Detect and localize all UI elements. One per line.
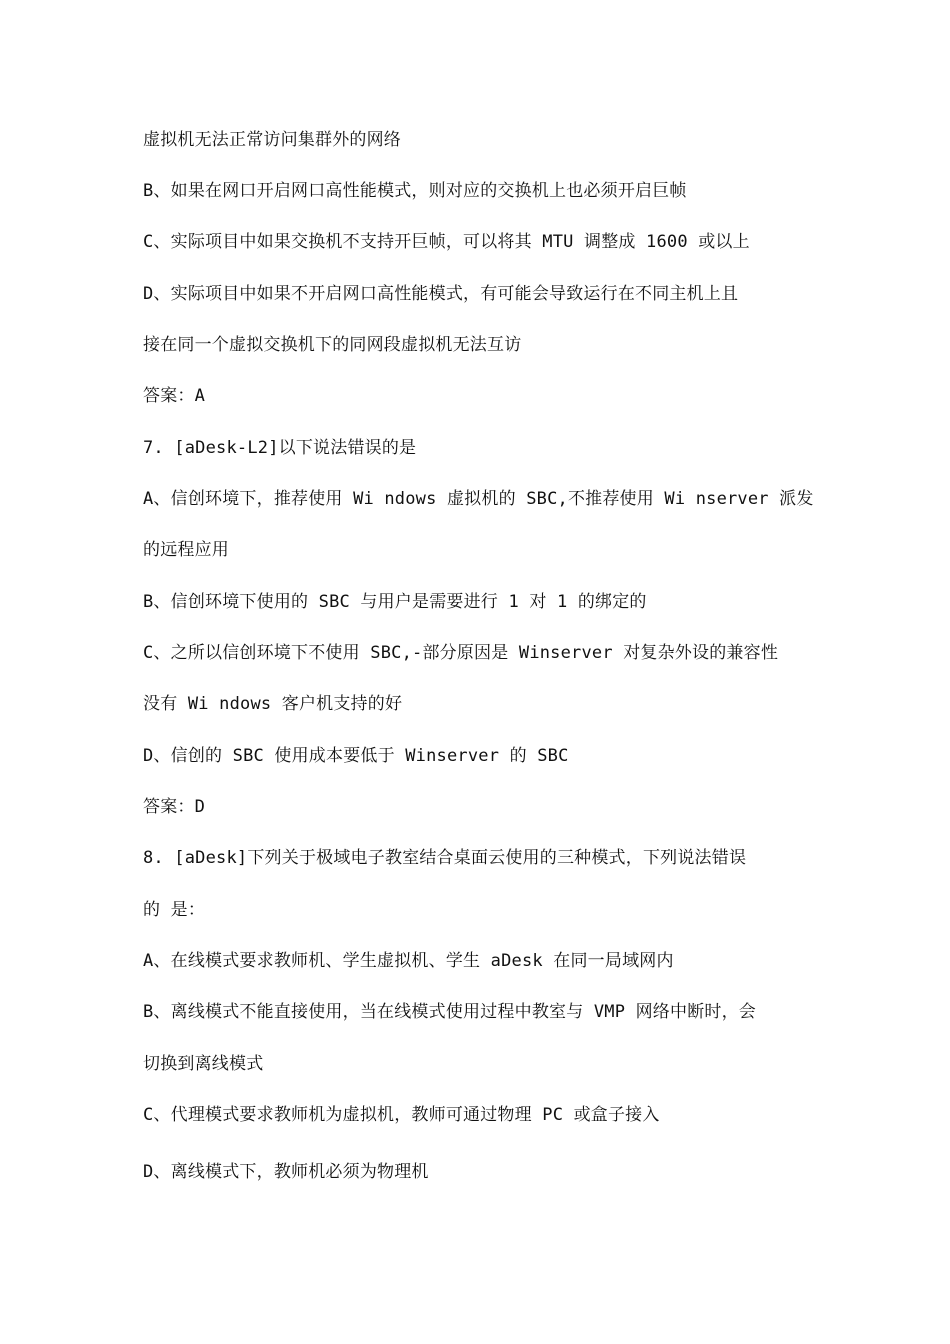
q7-option-c-continuation: 没有 Wi ndows 客户机支持的好 <box>143 694 403 714</box>
option-d-line: D、实际项目中如果不开启网口高性能模式，有可能会导致运行在不同主机上且 <box>143 284 739 304</box>
text-line: 虚拟机无法正常访问集群外的网络 <box>143 130 401 150</box>
question-8-title: 8. [aDesk]下列关于极域电子教室结合桌面云使用的三种模式，下列说法错误 <box>143 848 747 868</box>
answer-line: 答案：A <box>143 386 206 406</box>
q8-option-b-continuation: 切换到离线模式 <box>143 1054 264 1074</box>
q7-answer: 答案：D <box>143 797 206 817</box>
option-b-line: B、如果在网口开启网口高性能模式，则对应的交换机上也必须开启巨帧 <box>143 181 687 201</box>
q7-option-b: B、信创环境下使用的 SBC 与用户是需要进行 1 对 1 的绑定的 <box>143 592 647 612</box>
q7-option-a: A、信创环境下，推荐使用 Wi ndows 虚拟机的 SBC,不推荐使用 Wi nserver 派发 <box>143 489 814 509</box>
q8-option-c: C、代理模式要求教师机为虚拟机，教师可通过物理 PC 或盒子接入 <box>143 1105 660 1125</box>
q7-option-a-continuation: 的远程应用 <box>143 540 229 560</box>
option-c-line: C、实际项目中如果交换机不支持开巨帧，可以将其 MTU 调整成 1600 或以上 <box>143 232 750 252</box>
question-7-title: 7. [aDesk-L2]以下说法错误的是 <box>143 438 417 458</box>
q7-option-d: D、信创的 SBC 使用成本要低于 Winserver 的 SBC <box>143 746 569 766</box>
q8-option-d: D、离线模式下，教师机必须为物理机 <box>143 1162 429 1182</box>
option-d-continuation: 接在同一个虚拟交换机下的同网段虚拟机无法互访 <box>143 335 522 355</box>
q8-option-b: B、离线模式不能直接使用，当在线模式使用过程中教室与 VMP 网络中断时，会 <box>143 1002 757 1022</box>
q8-option-a: A、在线模式要求教师机、学生虚拟机、学生 aDesk 在同一局域网内 <box>143 951 674 971</box>
q7-option-c: C、之所以信创环境下不使用 SBC,-部分原因是 Winserver 对复杂外设的兼容性 <box>143 643 779 663</box>
question-8-title-continuation: 的 是： <box>143 900 206 920</box>
